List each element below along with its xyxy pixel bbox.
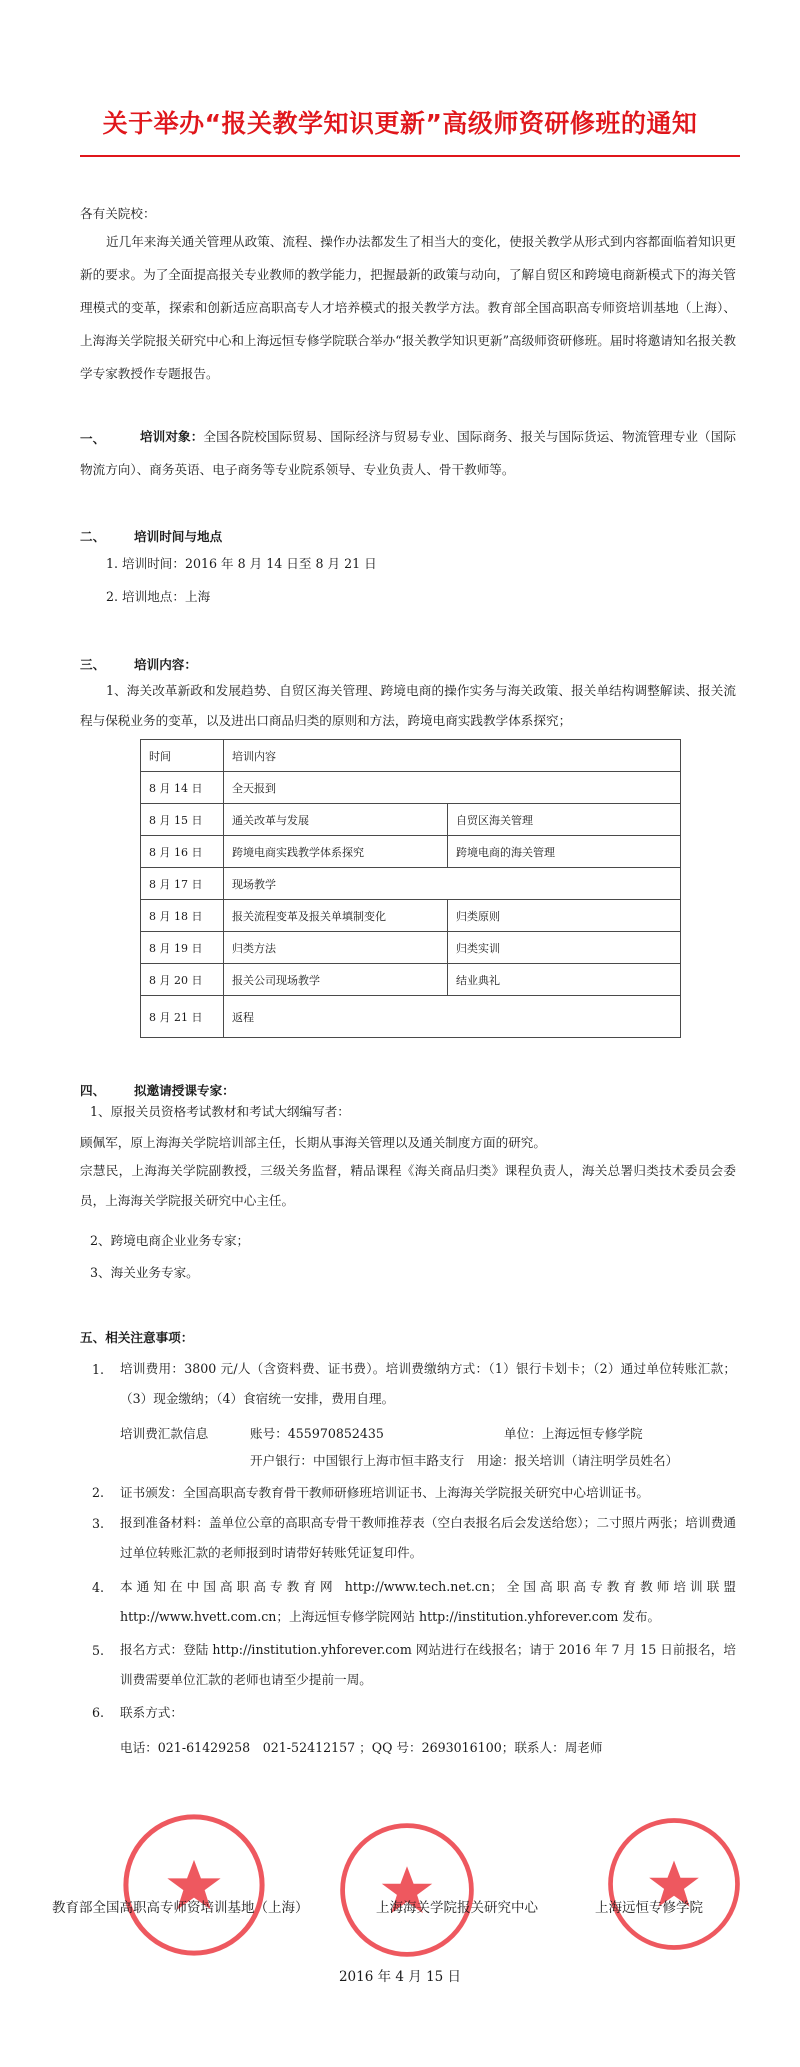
section1-body bbox=[80, 420, 736, 486]
section1-number: 一、 bbox=[80, 431, 106, 446]
row-date: 8 月 15 日 bbox=[141, 804, 224, 836]
table-row bbox=[141, 964, 681, 996]
note-4-number: 4. bbox=[92, 1580, 105, 1595]
row-content: 现场教学 bbox=[224, 868, 681, 900]
note-certificate: 证书颁发：全国高职高专教育骨干教师研修班培训证书、上海海关学院报关研究中心培训证书。 bbox=[120, 1485, 649, 1500]
note-2-number: 2. bbox=[92, 1485, 105, 1500]
section3-number: 三、 bbox=[80, 657, 106, 672]
note-3-number: 3. bbox=[92, 1516, 105, 1531]
seal-training-base bbox=[120, 1811, 268, 1959]
salutation: 各有关院校： bbox=[80, 206, 156, 221]
row-content: 返程 bbox=[224, 996, 681, 1038]
note-fees: 培训费用：3800 元/人（含资料费、证书费）。培训费缴纳方式：（1）银行卡划卡；（2）通过单位转账汇款；（3）现金缴纳；（4）食宿统一安排，费用自理。 bbox=[120, 1361, 736, 1406]
row-date: 8 月 17 日 bbox=[141, 868, 224, 900]
table-row bbox=[141, 868, 681, 900]
table-header-row bbox=[141, 740, 681, 772]
note-5-number: 5. bbox=[92, 1643, 105, 1658]
row-content-pm: 结业典礼 bbox=[448, 964, 681, 996]
section3-heading: 培训内容： bbox=[134, 657, 197, 672]
row-content-am: 报关流程变革及报关单填制变化 bbox=[224, 900, 448, 932]
table-row bbox=[141, 836, 681, 868]
title-divider bbox=[80, 155, 740, 157]
section2-heading: 培训时间与地点 bbox=[134, 529, 223, 544]
expert-group-3: 3、海关业务专家。 bbox=[90, 1265, 199, 1280]
note-materials: 报到准备材料：盖单位公章的高职高专骨干教师推荐表（空白表报名后会发送给您）；二寸照片两张；培训费通过单位转账汇款的老师报到时请带好转账凭证复印件。 bbox=[120, 1515, 736, 1560]
expert-group-2: 2、跨境电商企业业务专家； bbox=[90, 1233, 250, 1248]
note-registration: 报名方式：登陆 http://institution.yhforever.com 网站进行在线报名；请于 2016 年 7 月 15 日前报名，培训费需要单位汇款的老师也请至少提前一周。 bbox=[120, 1642, 736, 1687]
schedule-table bbox=[140, 739, 681, 1038]
table-row bbox=[141, 900, 681, 932]
footer-org-college: 上海远恒专修学院 bbox=[595, 1900, 703, 1916]
header-content: 培训内容 bbox=[224, 740, 681, 772]
section3-text: 1、海关改革新政和发展趋势、自贸区海关管理、跨境电商的操作实务与海关政策、报关单结构调整解读、报关流程与保税业务的变革，以及进出口商品归类的原则和方法，跨境电商实践教学体系探究； bbox=[80, 683, 736, 728]
row-content-am: 通关改革与发展 bbox=[224, 804, 448, 836]
note-publication: 本通知在中国高职高专教育网 http://www.tech.net.cn；全国高职高专教育教师培训联盟 http://www.hvett.com.cn；上海远恒专修学院网站 http://institution.yhforever.com 发布。 bbox=[120, 1579, 736, 1624]
row-date: 8 月 18 日 bbox=[141, 900, 224, 932]
bank-name-purpose: 开户银行：中国银行上海市恒丰路支行 用途：报关培训（请注明学员姓名） bbox=[250, 1453, 679, 1468]
row-date: 8 月 20 日 bbox=[141, 964, 224, 996]
expert-group-1: 1、原报关员资格考试教材和考试大纲编写者： bbox=[90, 1104, 350, 1119]
row-content-pm: 跨境电商的海关管理 bbox=[448, 836, 681, 868]
footer-org-training-base: 教育部全国高职高专师资培训基地（上海） bbox=[52, 1900, 309, 1916]
issue-date: 2016 年 4 月 15 日 bbox=[338, 1969, 462, 1985]
section4-heading: 拟邀请授课专家： bbox=[134, 1083, 235, 1098]
row-content-pm: 自贸区海关管理 bbox=[448, 804, 681, 836]
header-time: 时间 bbox=[141, 740, 224, 772]
expert-gu: 顾佩军，原上海海关学院培训部主任，长期从事海关管理以及通关制度方面的研究。 bbox=[80, 1135, 546, 1150]
table-row bbox=[141, 932, 681, 964]
row-content-pm: 归类实训 bbox=[448, 932, 681, 964]
row-content: 全天报到 bbox=[224, 772, 681, 804]
row-date: 8 月 19 日 bbox=[141, 932, 224, 964]
expert-zong: 宗慧民，上海海关学院副教授，三级关务监督，精品课程《海关商品归类》课程负责人，海关总署归类技术委员会委员，上海海关学院报关研究中心主任。 bbox=[80, 1163, 736, 1208]
training-location: 2. 培训地点：上海 bbox=[106, 589, 211, 604]
table-row bbox=[141, 804, 681, 836]
section1-heading: 培训对象： bbox=[140, 429, 204, 444]
section1-text: 全国各院校国际贸易、国际经济与贸易专业、国际商务、报关与国际货运、物流管理专业（国际物流方向）、商务英语、电子商务等专业院系领导、专业负责人、骨干教师等。 bbox=[80, 429, 737, 477]
contact-details: 电话：021-61429258 021-52412157 ；QQ 号：2693016100；联系人：周老师 bbox=[120, 1740, 603, 1755]
section5-heading: 五、相关注意事项： bbox=[80, 1330, 194, 1345]
row-content-am: 跨境电商实践教学体系探究 bbox=[224, 836, 448, 868]
intro-paragraph: 近几年来海关通关管理从政策、流程、操作办法都发生了相当大的变化，使报关教学从形式到内容都面临着知识更新的要求。为了全面提高报关专业教师的教学能力，把握最新的政策与动向，了解自贸区和跨境电商新模式下的海关管理模式的变革，探索和创新适应高职高专人才培养模式的报关教学方法。教育部全国高职高专师资培训基地（上海）、上海海关学院报关研究中心和上海远恒专修学院联合举办“报关教学知识更新”高级师资研修班。届时将邀请知名报关教学专家教授作专题报告。 bbox=[80, 234, 736, 381]
note-6-number: 6. bbox=[92, 1705, 105, 1720]
row-content-pm: 归类原则 bbox=[448, 900, 681, 932]
seal-college bbox=[605, 1815, 743, 1953]
table-row bbox=[141, 996, 681, 1038]
bank-account: 账号：455970852435 bbox=[250, 1426, 384, 1441]
seal-research-center bbox=[337, 1820, 477, 1960]
training-time: 1. 培训时间：2016 年 8 月 14 日至 8 月 21 日 bbox=[106, 556, 377, 571]
bank-unit: 单位：上海远恒专修学院 bbox=[504, 1426, 643, 1441]
section2-number: 二、 bbox=[80, 529, 106, 544]
row-date: 8 月 16 日 bbox=[141, 836, 224, 868]
note-1-number: 1. bbox=[92, 1362, 105, 1377]
section4-number: 四、 bbox=[80, 1083, 106, 1098]
row-date: 8 月 21 日 bbox=[141, 996, 224, 1038]
bank-info-label: 培训费汇款信息 bbox=[120, 1426, 209, 1441]
footer-org-research-center: 上海海关学院报关研究中心 bbox=[376, 1900, 538, 1916]
document-title: 关于举办“报关教学知识更新”高级师资研修班的通知 bbox=[102, 109, 698, 138]
row-date: 8 月 14 日 bbox=[141, 772, 224, 804]
row-content-am: 归类方法 bbox=[224, 932, 448, 964]
table-row bbox=[141, 772, 681, 804]
row-content-am: 报关公司现场教学 bbox=[224, 964, 448, 996]
note-contact-label: 联系方式： bbox=[120, 1705, 183, 1720]
